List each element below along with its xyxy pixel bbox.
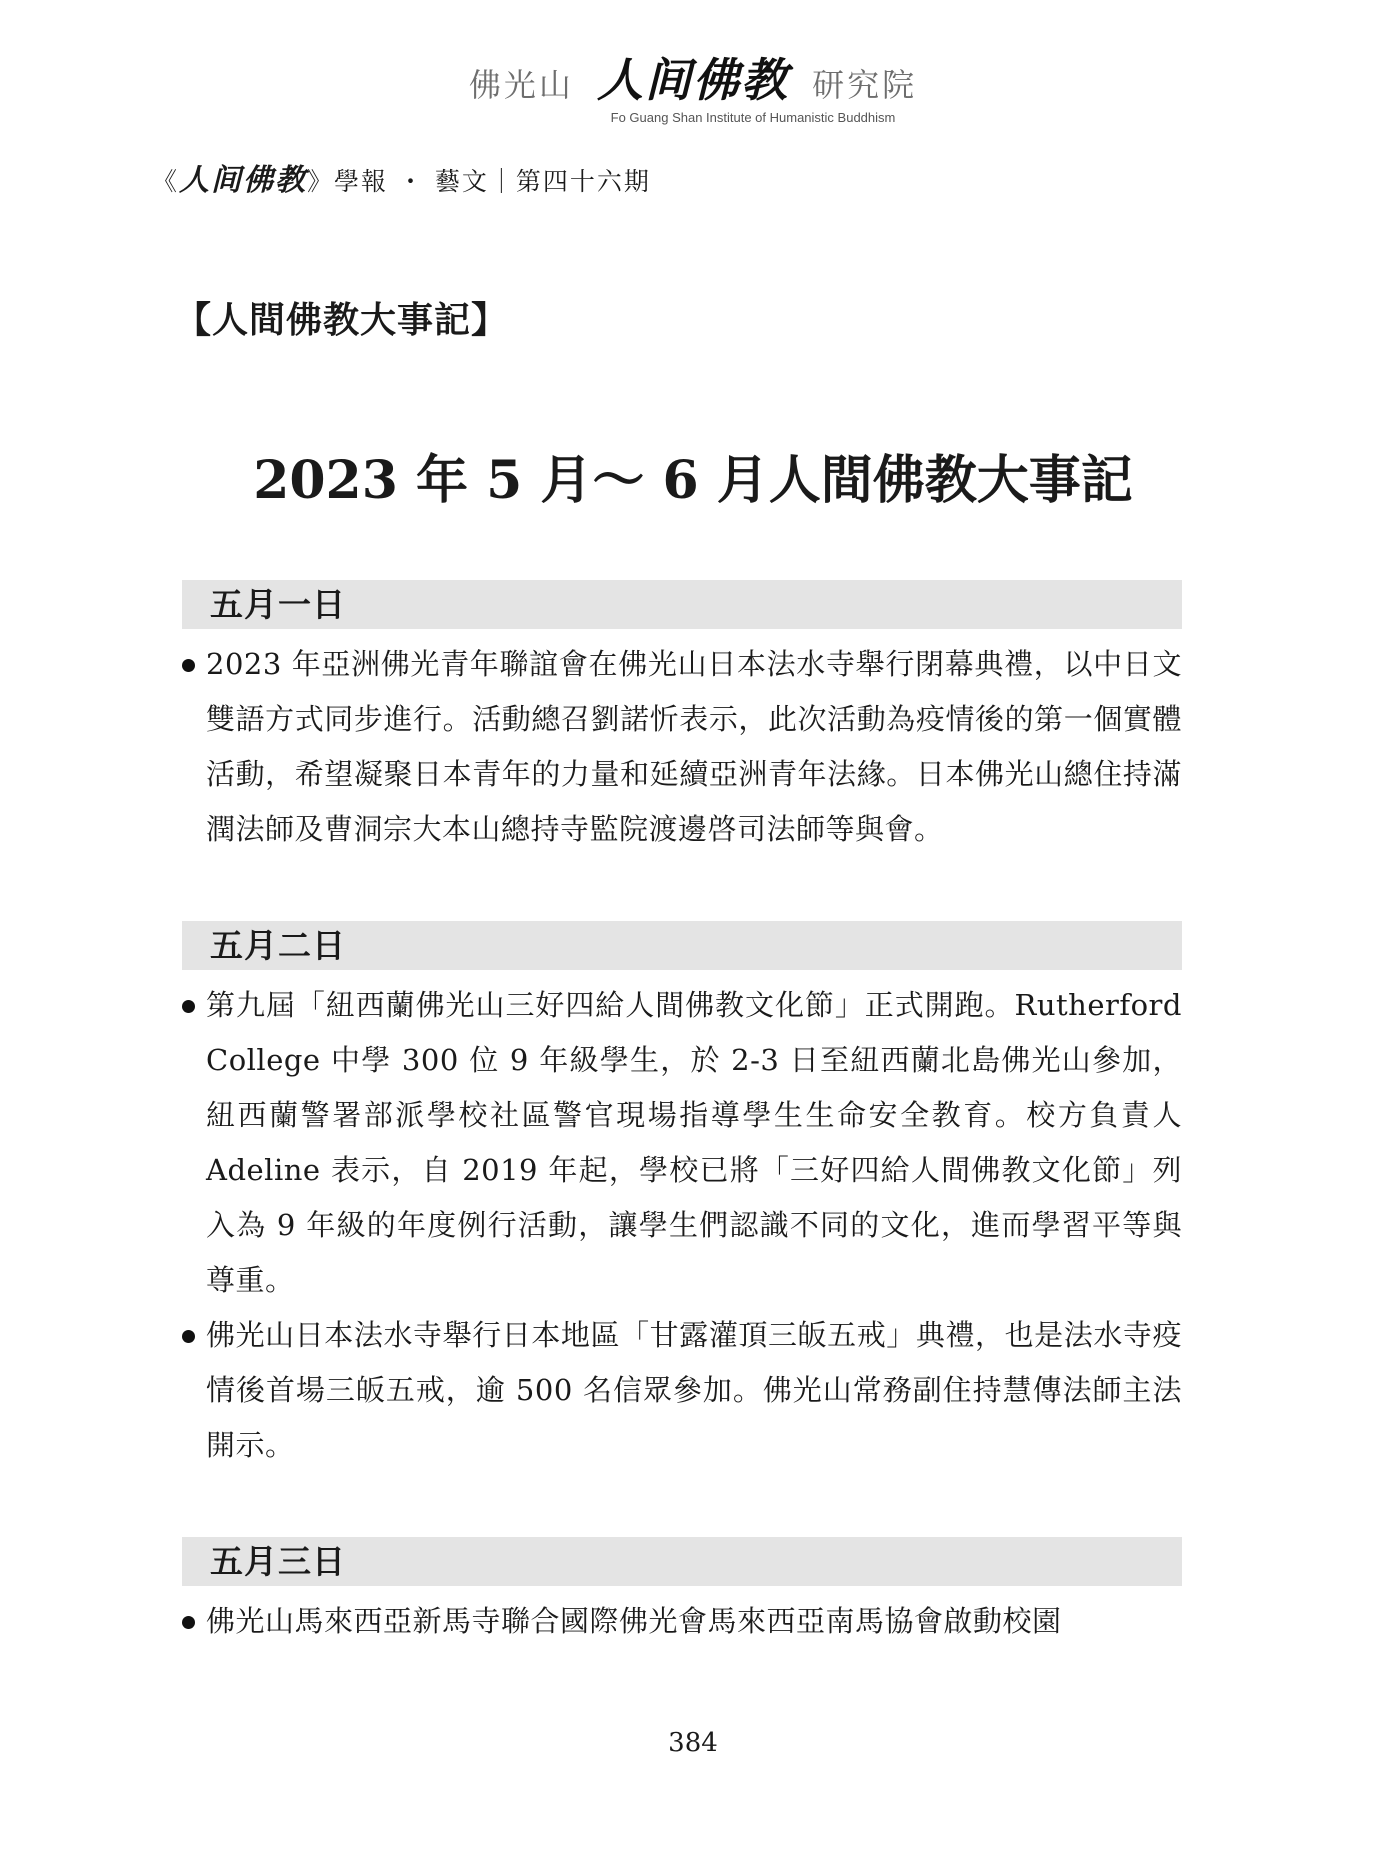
event-entry xyxy=(182,1308,1182,1473)
chronicle-content xyxy=(182,580,1182,1713)
bullet-icon xyxy=(182,1330,195,1343)
journal-issue-text: 學報 ・ 藝文｜第四十六期 xyxy=(334,167,651,196)
journal-close-bracket: 》 xyxy=(307,167,335,196)
bullet-icon xyxy=(182,1616,195,1629)
event-text: 佛光山馬來西亞新馬寺聯合國際佛光會馬來西亞南馬協會啟動校園 xyxy=(206,1604,1062,1638)
journal-brand-logo: 人间佛教 xyxy=(179,163,308,198)
journal-running-header xyxy=(152,164,651,199)
institute-name-right: 研究院 xyxy=(812,66,918,104)
institute-brand-logo: 人间佛教 xyxy=(597,53,789,107)
journal-open-bracket: 《 xyxy=(152,167,180,196)
day-date-header: 五月三日 xyxy=(182,1537,1182,1586)
page-title: 2023 年 5 月～ 6 月人間佛教大事記 xyxy=(253,450,1133,511)
event-text: 佛光山日本法水寺舉行日本地區「甘露灌頂三皈五戒」典禮，也是法水寺疫情後首場三皈五戒，逾 500 名信眾參加。佛光山常務副住持慧傳法師主法開示。 xyxy=(206,1318,1182,1462)
day-section xyxy=(182,580,1182,857)
section-label: 【人間佛教大事記】 xyxy=(175,299,509,341)
institute-name-english: Fo Guang Shan Institute of Humanistic Buddhism xyxy=(610,110,896,125)
institute-name-left: 佛光山 xyxy=(468,66,574,104)
event-text: 第九屆「紐西蘭佛光山三好四給人間佛教文化節」正式開跑。Rutherford College 中學 300 位 9 年級學生，於 2-3 日至紐西蘭北島佛光山參加，紐西蘭警署部派學校社區警官現場指導學生生命安全教育。校方負責人 Adeline 表示，自 2019 年起，學校已將「三好四給人間佛教文化節」列入為 9 年級的年度例行活動，讓學生們認識不同的文化，進而學習平等與尊重。 xyxy=(206,988,1182,1297)
day-date-header: 五月一日 xyxy=(182,580,1182,629)
event-entry xyxy=(182,637,1182,857)
day-date-header: 五月二日 xyxy=(182,921,1182,970)
event-entry xyxy=(182,1594,1182,1649)
day-section xyxy=(182,921,1182,1473)
institute-name xyxy=(0,53,1386,107)
event-text: 2023 年亞洲佛光青年聯誼會在佛光山日本法水寺舉行閉幕典禮，以中日文雙語方式同步進行。活動總召劉諾忻表示，此次活動為疫情後的第一個實體活動，希望凝聚日本青年的力量和延續亞洲青年法緣。日本佛光山總住持滿潤法師及曹洞宗大本山總持寺監院渡邊啓司法師等與會。 xyxy=(206,647,1182,846)
page-number: 384 xyxy=(668,1728,718,1758)
bullet-icon xyxy=(182,659,195,672)
bullet-icon xyxy=(182,1000,195,1013)
institute-header xyxy=(0,53,1386,127)
day-section xyxy=(182,1537,1182,1649)
event-entry xyxy=(182,978,1182,1308)
